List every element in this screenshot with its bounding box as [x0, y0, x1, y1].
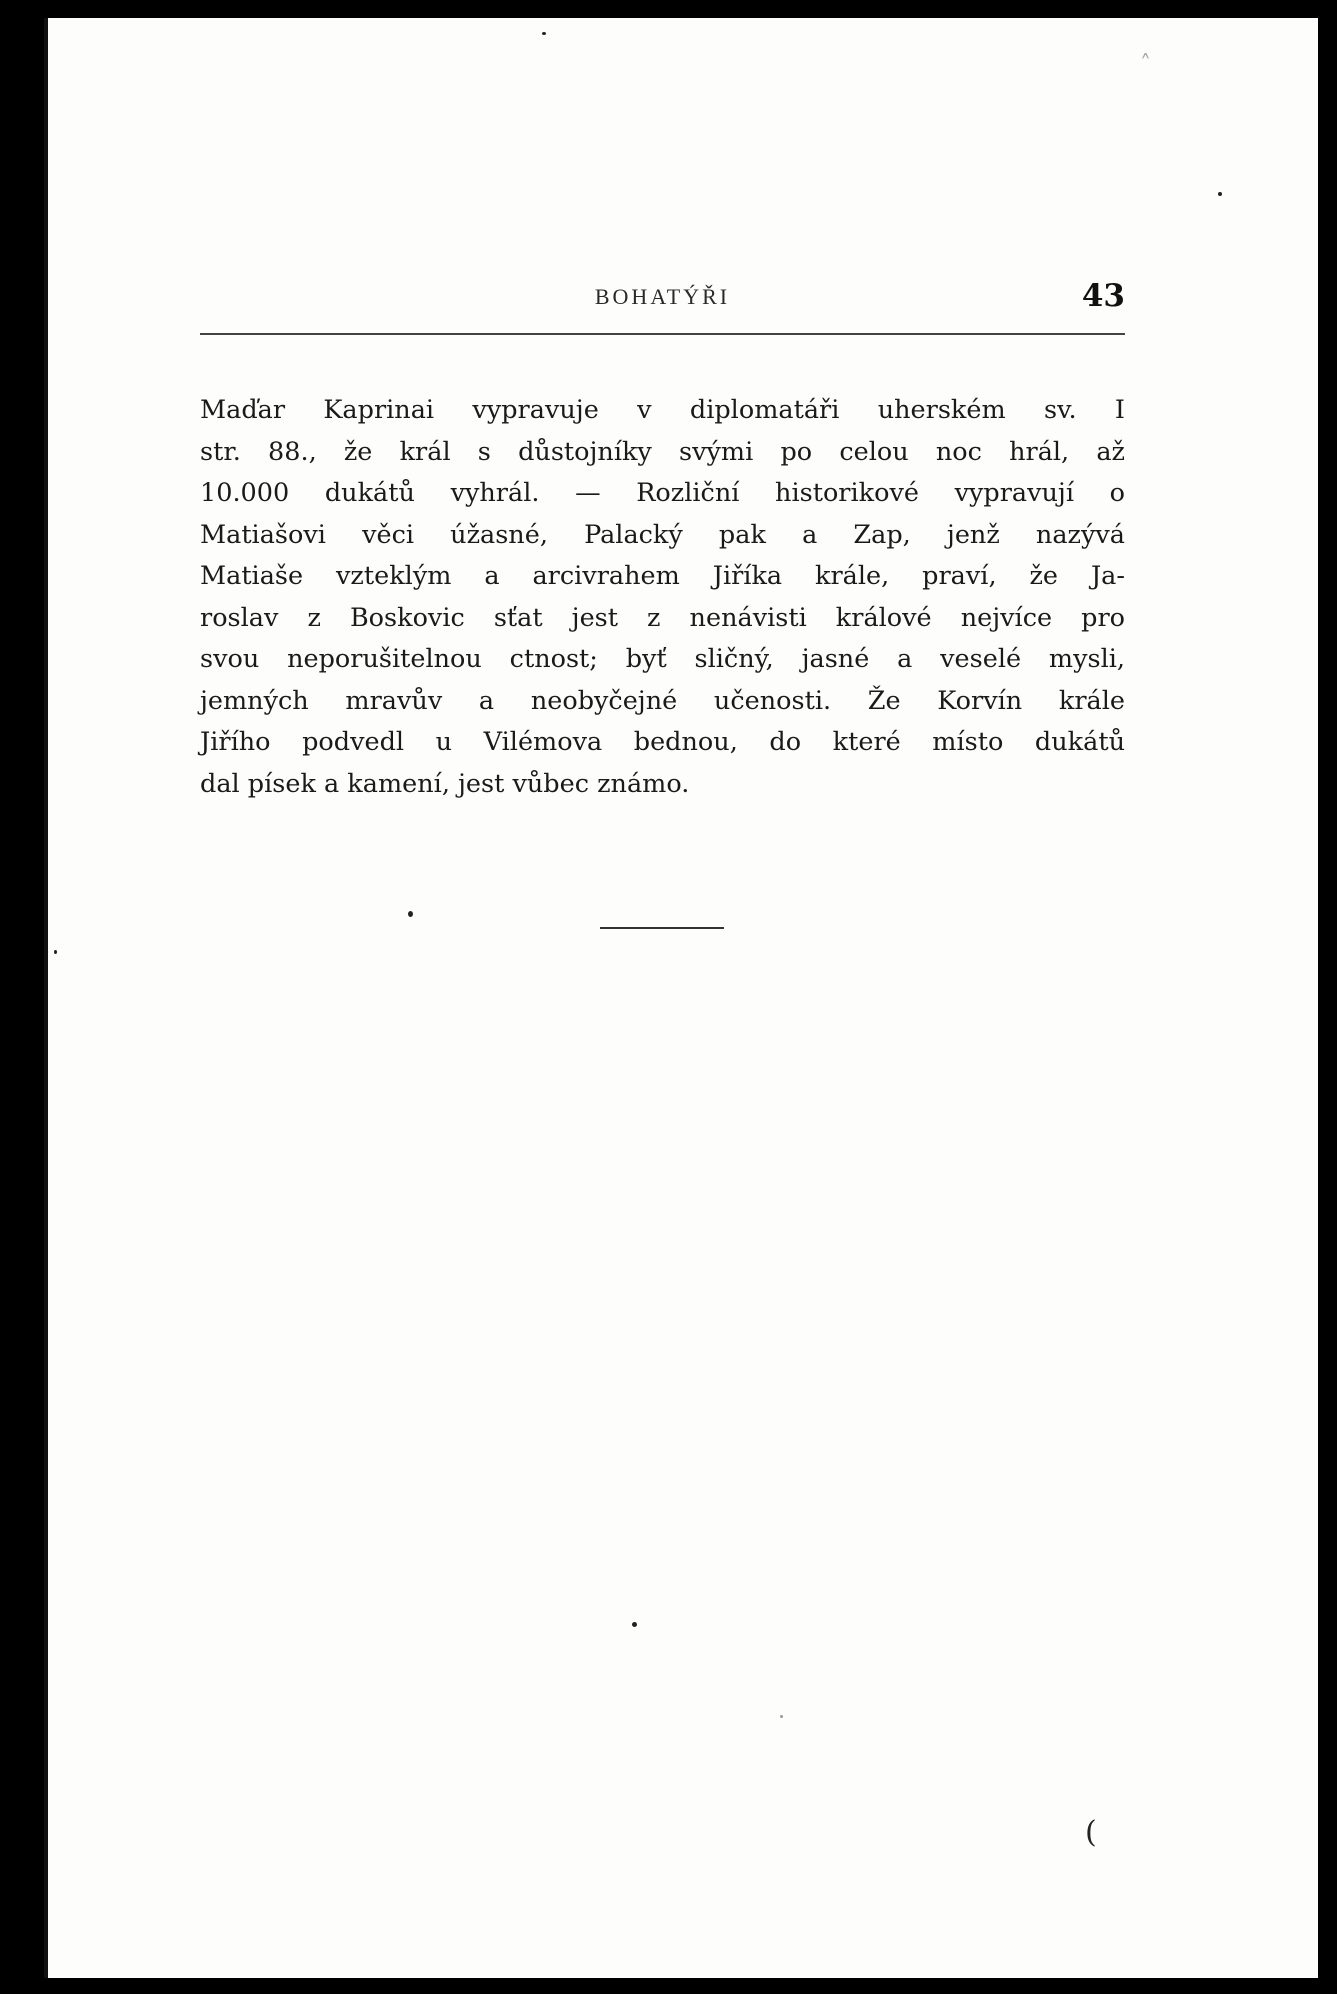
scan-speck [780, 1715, 783, 1718]
corner-smudge-mark: ˄ [1140, 52, 1151, 77]
text-line: roslav z Boskovic sťat jest z nenávisti králové nejvíce pro [200, 602, 1125, 633]
section-end-rule [600, 927, 724, 929]
scan-speck [542, 32, 546, 35]
margin-mark: ( [1085, 1815, 1097, 1850]
scan-speck [632, 1622, 637, 1627]
scan-speck [408, 911, 413, 917]
text-line: Jiřího podvedl u Vilémova bednou, do které místo dukátů [200, 727, 1125, 757]
text-line: Matiaše vzteklým a arcivrahem Jiříka krále, praví, že Ja- [200, 561, 1125, 591]
running-title: BOHATÝŘI [594, 284, 731, 309]
scan-speck [1218, 192, 1222, 196]
scan-speck [54, 950, 57, 954]
text-line: jemných mravův a neobyčejné učenosti. Že Korvín krále [200, 685, 1125, 716]
text-line: dal písek a kamení, jest vůbec známo. [200, 768, 690, 799]
text-line: Maďar Kaprinai vypravuje v diplomatáři uherském sv. I [200, 395, 1125, 425]
text-line: Matiašovi věci úžasné, Palacký pak a Zap, jenž nazývá [200, 519, 1125, 550]
page-header [200, 278, 1125, 318]
page-number: 43 [1081, 278, 1125, 314]
body-paragraph [200, 390, 1125, 805]
text-line: 10.000 dukátů vyhrál. — Rozliční historikové vypravují o [200, 478, 1125, 508]
text-line: str. 88., že král s důstojníky svými po celou noc hrál, až [200, 436, 1125, 467]
header-rule [200, 333, 1125, 335]
text-line: svou neporušitelnou ctnost; byť sličný, jasné a veselé mysli, [200, 644, 1125, 674]
